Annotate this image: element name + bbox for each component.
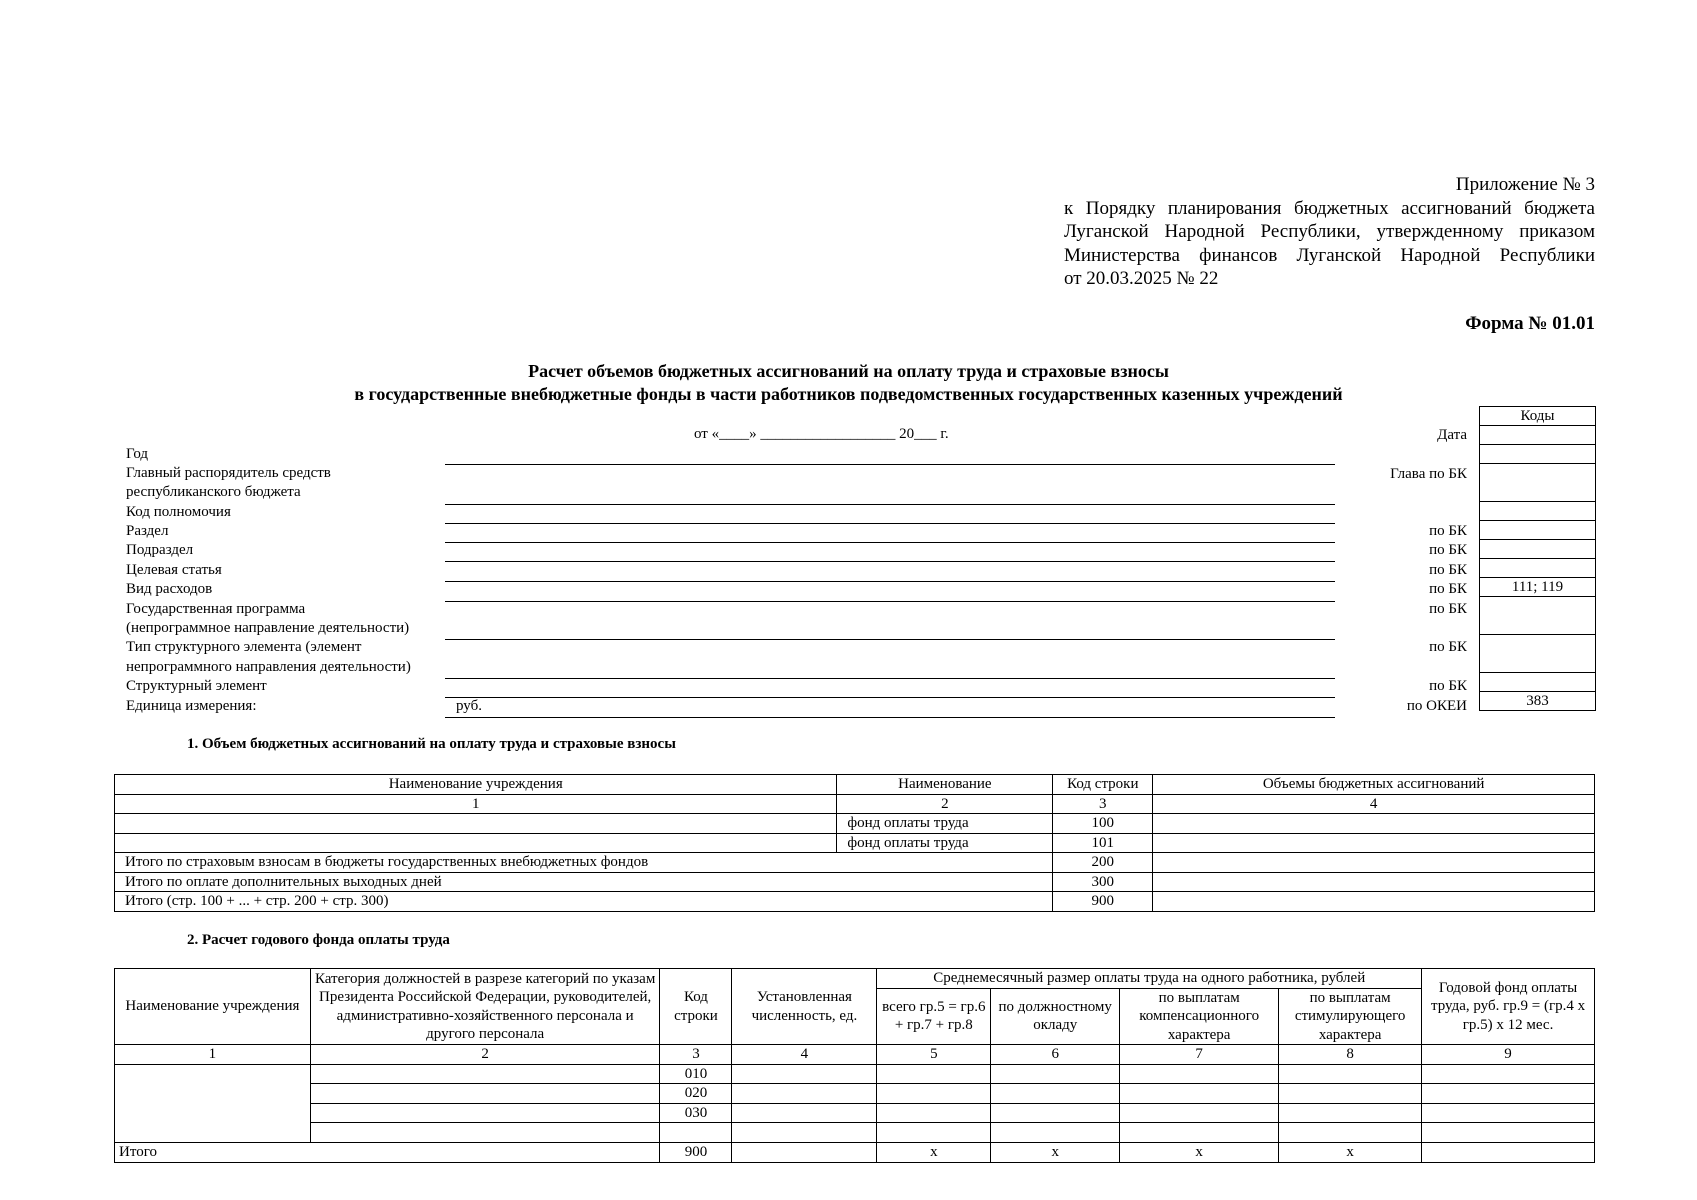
column-header: по выплатам стимулирующего характера — [1279, 988, 1422, 1045]
column-number: 8 — [1279, 1045, 1422, 1065]
target-input-line[interactable] — [445, 562, 1335, 582]
column-number: 3 — [1053, 794, 1153, 814]
table-row — [115, 1123, 1595, 1143]
column-header: Установленная численность, ед. — [732, 969, 877, 1045]
code-program[interactable] — [1480, 597, 1596, 635]
code-cell: 030 — [660, 1103, 732, 1123]
column-header: Категория должностей в разрезе категорий по указам Президента Российской Федерации, руководителей, административно-хозяйственного персонала и другого персонала — [310, 969, 660, 1045]
appendix-line: Луганской Народной Республики, утвержденному приказом — [1064, 221, 1595, 242]
form-number: Форма № 01.01 — [1465, 313, 1595, 334]
institution-cell[interactable] — [115, 833, 837, 853]
column-number-row — [115, 1045, 1595, 1065]
appendix-note — [1064, 173, 1595, 291]
code-cell: 010 — [660, 1064, 732, 1084]
code-cell: 100 — [1053, 814, 1153, 834]
item-cell: фонд оплаты труда — [837, 814, 1053, 834]
expense-type-input-line[interactable] — [445, 581, 1335, 602]
x-mark: x — [877, 1143, 991, 1163]
incentive-cell[interactable] — [1279, 1103, 1422, 1123]
compensation-cell[interactable] — [1120, 1064, 1279, 1084]
column-header: по должностному окладу — [991, 988, 1120, 1045]
unit-value: руб. — [456, 698, 482, 714]
code-subsection[interactable] — [1480, 540, 1596, 559]
program-input-line[interactable] — [445, 620, 1335, 640]
label-po-bk: по БК — [1429, 601, 1467, 617]
field-label-program: Государственная программа — [126, 601, 306, 617]
field-label-manager: Главный распорядитель средств — [126, 465, 331, 481]
codes-box — [1479, 406, 1596, 711]
item-cell: фонд оплаты труда — [837, 833, 1053, 853]
code-cell: 101 — [1053, 833, 1153, 853]
appendix-number: Приложение № 3 — [1455, 174, 1595, 195]
field-label-subsection: Подраздел — [126, 542, 194, 558]
label-po-okei: по ОКЕИ — [1406, 698, 1467, 714]
authority-input-line[interactable] — [445, 504, 1335, 524]
value-cell[interactable] — [1153, 833, 1595, 853]
field-label-structure-element: Структурный элемент — [126, 678, 267, 694]
title-line-1: Расчет объемов бюджетных ассигнований на оплату труда и страховые взносы — [528, 361, 1169, 381]
category-cell[interactable] — [310, 1064, 660, 1084]
total-row — [115, 892, 1595, 912]
field-label-section: Раздел — [126, 523, 169, 539]
total-label: Итого (стр. 100 + ... + стр. 200 + стр. 300) — [115, 892, 1053, 912]
headcount-cell[interactable] — [732, 1064, 877, 1084]
headcount-cell[interactable] — [732, 1123, 877, 1143]
column-group-header: Среднемесячный размер оплаты труда на одного работника, рублей — [877, 969, 1422, 989]
code-structure-element[interactable] — [1480, 673, 1596, 692]
x-mark: x — [1120, 1143, 1279, 1163]
code-cell: 200 — [1053, 853, 1153, 873]
column-number: 1 — [115, 1045, 311, 1065]
annual-fund-cell[interactable] — [1422, 1084, 1595, 1104]
structure-type-input-line[interactable] — [445, 659, 1335, 679]
date-line: от «____» __________________ 20___ г. — [694, 426, 949, 442]
incentive-cell[interactable] — [1279, 1084, 1422, 1104]
column-header: Наименование учреждения — [115, 775, 837, 795]
total-pay-cell[interactable] — [877, 1103, 991, 1123]
code-structure-type[interactable] — [1480, 635, 1596, 673]
column-header: всего гр.5 = гр.6 + гр.7 + гр.8 — [877, 988, 991, 1045]
structure-element-input-line[interactable] — [445, 678, 1335, 698]
code-cell — [660, 1123, 732, 1143]
total-pay-cell[interactable] — [877, 1123, 991, 1143]
code-cell: 900 — [660, 1143, 732, 1163]
label-po-bk: по БК — [1429, 562, 1467, 578]
total-row — [115, 853, 1595, 873]
compensation-cell[interactable] — [1120, 1084, 1279, 1104]
column-number: 4 — [1153, 794, 1595, 814]
annual-fund-cell[interactable] — [1422, 1123, 1595, 1143]
table-row — [115, 1103, 1595, 1123]
total-label: Итого по страховым взносам в бюджеты государственных внебюджетных фондов — [115, 853, 1053, 873]
column-header: по выплатам компенсационного характера — [1120, 988, 1279, 1045]
label-po-bk: по БК — [1429, 542, 1467, 558]
column-number: 3 — [660, 1045, 732, 1065]
column-number: 5 — [877, 1045, 991, 1065]
field-label-expense-type: Вид расходов — [126, 581, 213, 597]
value-cell[interactable] — [1153, 853, 1595, 873]
column-number-row — [115, 794, 1595, 814]
category-cell[interactable] — [310, 1084, 660, 1104]
field-label-target: Целевая статья — [126, 562, 222, 578]
field-label-structure-type: непрограммного направления деятельности) — [126, 659, 411, 675]
total-row — [115, 1143, 1595, 1163]
label-po-bk: по БК — [1429, 678, 1467, 694]
annual-fund-cell[interactable] — [1422, 1064, 1595, 1084]
unit-input-line — [445, 697, 1335, 718]
headcount-cell[interactable] — [732, 1084, 877, 1104]
code-okei[interactable]: 383 — [1480, 692, 1596, 711]
column-number: 4 — [732, 1045, 877, 1065]
salary-cell[interactable] — [991, 1123, 1120, 1143]
column-header: Наименование — [837, 775, 1053, 795]
field-label-structure-type: Тип структурного элемента (элемент — [126, 639, 362, 655]
column-number: 2 — [837, 794, 1053, 814]
field-label-unit: Единица измерения: — [126, 698, 257, 714]
section-2-title: 2. Расчет годового фонда оплаты труда — [187, 932, 450, 948]
column-number: 6 — [991, 1045, 1120, 1065]
salary-cell[interactable] — [991, 1084, 1120, 1104]
total-pay-cell[interactable] — [877, 1064, 991, 1084]
column-number: 1 — [115, 794, 837, 814]
field-label-authority: Код полномочия — [126, 504, 231, 520]
x-mark: x — [991, 1143, 1120, 1163]
table-header-row — [115, 775, 1595, 795]
code-year[interactable] — [1480, 445, 1596, 464]
column-header: Объемы бюджетных ассигнований — [1153, 775, 1595, 795]
column-number: 7 — [1120, 1045, 1279, 1065]
document-title — [0, 360, 1697, 406]
table-row — [115, 1064, 1595, 1084]
label-po-bk: по БК — [1429, 639, 1467, 655]
column-header: Код строки — [660, 969, 732, 1045]
code-glava[interactable] — [1480, 464, 1596, 502]
table-row — [115, 1084, 1595, 1104]
year-input-line[interactable] — [445, 446, 1335, 465]
allocation-table — [114, 774, 1595, 912]
column-number: 2 — [310, 1045, 660, 1065]
subsection-input-line[interactable] — [445, 542, 1335, 562]
total-label: Итого по оплате дополнительных выходных дней — [115, 872, 1053, 892]
appendix-line: к Порядку планирования бюджетных ассигнований бюджета — [1064, 197, 1595, 219]
appendix-date: от 20.03.2025 № 22 — [1064, 268, 1219, 289]
code-cell: 900 — [1053, 892, 1153, 912]
salary-cell[interactable] — [991, 1103, 1120, 1123]
code-cell: 020 — [660, 1084, 732, 1104]
column-header: Годовой фонд оплаты труда, руб. гр.9 = (гр.4 x гр.5) x 12 мес. — [1422, 969, 1595, 1045]
code-date[interactable] — [1480, 426, 1596, 445]
field-label-year: Год — [126, 446, 149, 462]
table-header-row — [115, 969, 1595, 989]
code-target[interactable] — [1480, 559, 1596, 578]
column-number: 9 — [1422, 1045, 1595, 1065]
codes-header: Коды — [1480, 407, 1596, 426]
headcount-cell[interactable] — [732, 1143, 877, 1163]
title-line-2: в государственные внебюджетные фонды в части работников подведомственных государственных казенных учреждений — [354, 384, 1343, 404]
total-label: Итого — [115, 1143, 660, 1163]
total-pay-cell[interactable] — [877, 1084, 991, 1104]
value-cell[interactable] — [1153, 814, 1595, 834]
field-label-program: (непрограммное направление деятельности) — [126, 620, 410, 636]
x-mark: x — [1279, 1143, 1422, 1163]
manager-input-line[interactable] — [445, 484, 1335, 505]
code-authority[interactable] — [1480, 502, 1596, 521]
category-cell[interactable] — [310, 1103, 660, 1123]
code-cell: 300 — [1053, 872, 1153, 892]
compensation-cell[interactable] — [1120, 1123, 1279, 1143]
label-glava-bk: Глава по БК — [1390, 466, 1467, 482]
category-cell[interactable] — [310, 1123, 660, 1143]
label-po-bk: по БК — [1429, 581, 1467, 597]
label-date: Дата — [1437, 427, 1467, 443]
value-cell[interactable] — [1153, 872, 1595, 892]
payroll-table — [114, 968, 1595, 1163]
code-section[interactable] — [1480, 521, 1596, 540]
column-header: Наименование учреждения — [115, 969, 311, 1045]
field-label-manager: республиканского бюджета — [126, 484, 301, 500]
annual-fund-cell[interactable] — [1422, 1143, 1595, 1163]
value-cell[interactable] — [1153, 892, 1595, 912]
incentive-cell[interactable] — [1279, 1064, 1422, 1084]
column-header: Код строки — [1053, 775, 1153, 795]
total-row — [115, 872, 1595, 892]
institution-cell[interactable] — [115, 814, 837, 834]
annual-fund-cell[interactable] — [1422, 1103, 1595, 1123]
salary-cell[interactable] — [991, 1064, 1120, 1084]
appendix-line: Министерства финансов Луганской Народной Республики — [1064, 244, 1595, 266]
label-po-bk: по БК — [1429, 523, 1467, 539]
headcount-cell[interactable] — [732, 1103, 877, 1123]
compensation-cell[interactable] — [1120, 1103, 1279, 1123]
table-row — [115, 814, 1595, 834]
institution-cell[interactable] — [115, 1064, 311, 1143]
incentive-cell[interactable] — [1279, 1123, 1422, 1143]
section-1-title: 1. Объем бюджетных ассигнований на оплату труда и страховые взносы — [187, 736, 676, 752]
table-row — [115, 833, 1595, 853]
section-input-line[interactable] — [445, 523, 1335, 543]
code-expense-type[interactable]: 111; 119 — [1480, 578, 1596, 597]
